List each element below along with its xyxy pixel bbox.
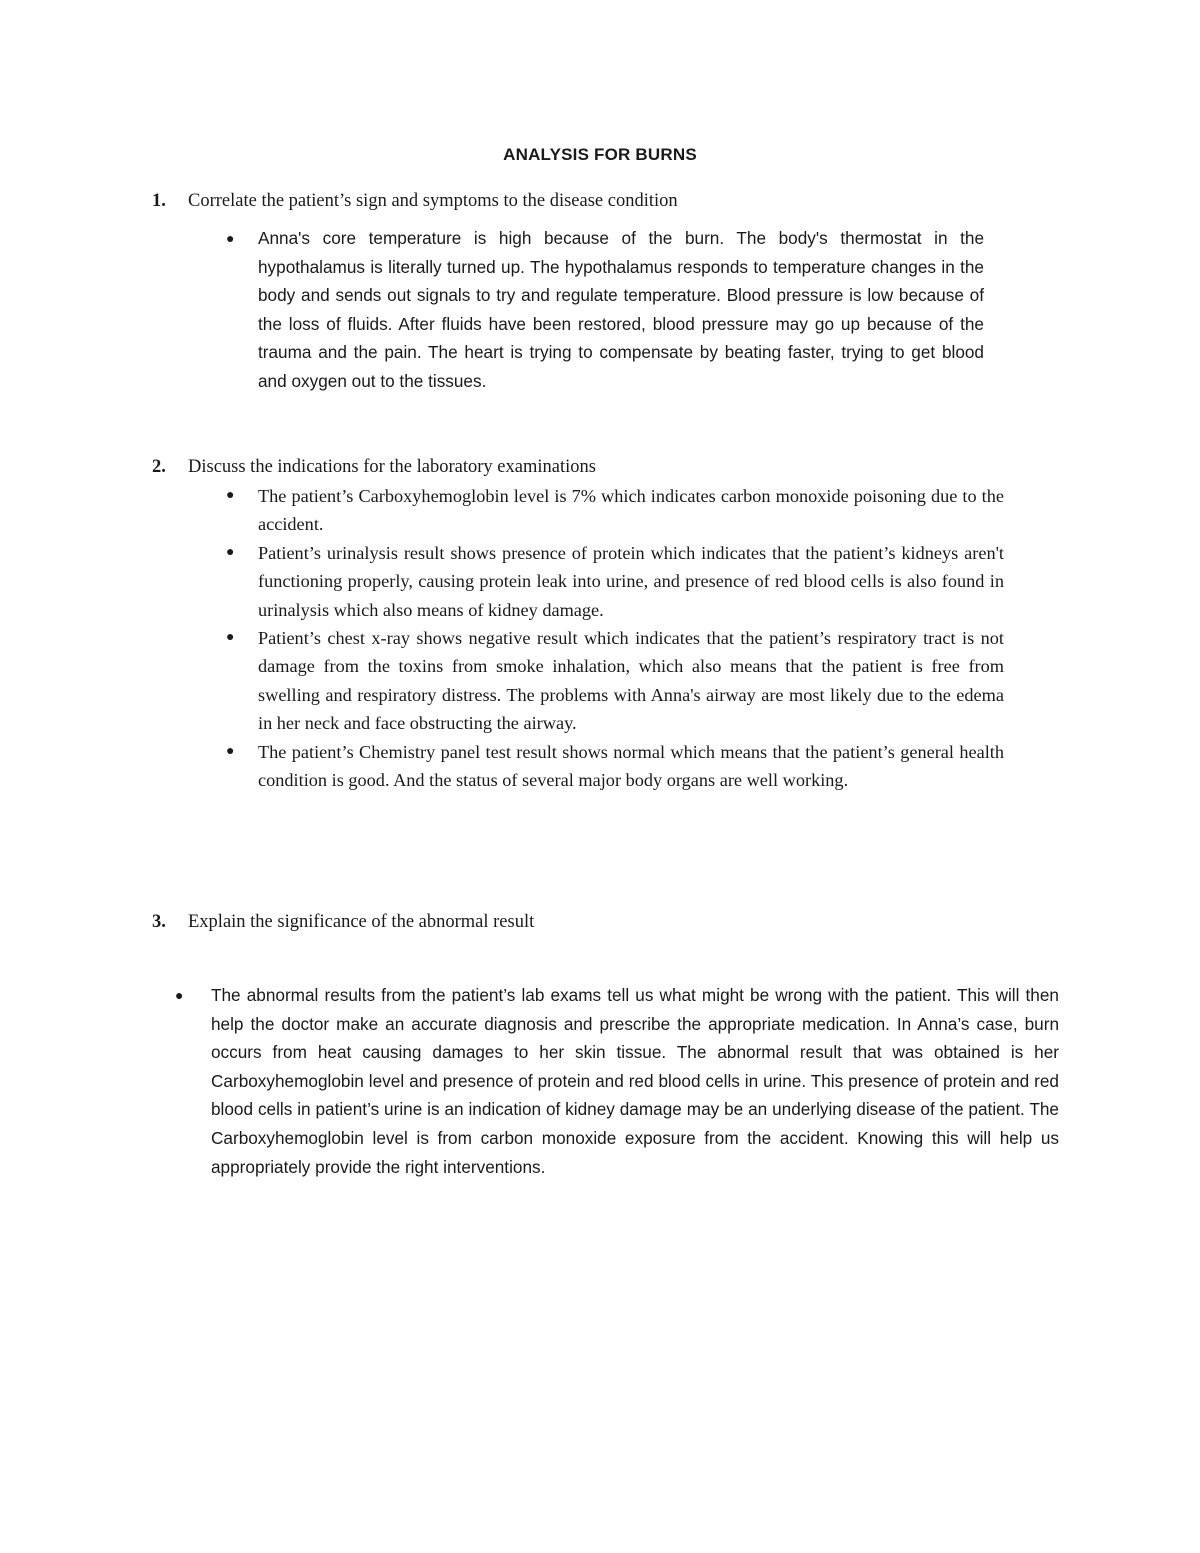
- list-item: ● The patient’s Chemistry panel test result shows normal which means that the patient’s general health condition is good. And the status of several major body organs are well working.: [258, 738, 1004, 795]
- list-item: ● The abnormal results from the patient’s lab exams tell us what might be wrong with the patient. This will then help the doctor make an accurate diagnosis and prescribe the appropriate medication. In Anna’s case, burn occurs from heat causing damages to her skin tissue. The abnormal result that was obtained is her Carboxyhemoglobin level and presence of protein and red blood cells in urine. This presence of protein and red blood cells in patient’s urine is an indication of kidney damage may be an underlying disease of the patient. The Carboxyhemoglobin level is from carbon monoxide exposure from the accident. Knowing this will help us appropriately provide the right interventions.: [211, 981, 1059, 1181]
- question-1: [152, 187, 678, 215]
- list-item: ● The patient’s Carboxyhemoglobin level is 7% which indicates carbon monoxide poisoning due to the accident.: [258, 482, 1004, 539]
- bullet-icon: ●: [226, 630, 235, 646]
- answer-list-2: [226, 482, 1004, 794]
- bullet-icon: ●: [226, 488, 235, 503]
- question-heading: Discuss the indications for the laboratory examinations: [188, 457, 596, 477]
- bullet-icon: ●: [226, 544, 235, 560]
- bullet-icon: ●: [226, 230, 235, 246]
- question-number: 2.: [152, 457, 166, 477]
- bullet-icon: ●: [175, 987, 184, 1003]
- question-number: 3.: [152, 912, 166, 932]
- question-heading: Explain the significance of the abnormal result: [188, 912, 535, 932]
- answer-list-3: [175, 981, 1059, 1181]
- list-item: ● Patient’s chest x-ray shows negative result which indicates that the patient’s respiratory tract is not damage from the toxins from smoke inhalation, which also means that the patient is free from swelling and respiratory distress. The problems with Anna's airway are most likely due to the edema in her neck and face obstructing the airway.: [258, 624, 1004, 738]
- document-title: ANALYSIS FOR BURNS: [503, 145, 697, 164]
- question-number: 1.: [152, 191, 166, 211]
- answer-list-1: [226, 224, 984, 396]
- list-item: ● Patient’s urinalysis result shows presence of protein which indicates that the patient’s kidneys aren't functioning properly, causing protein leak into urine, and presence of red blood cells is also found in urinalysis which also means of kidney damage.: [258, 539, 1004, 624]
- bullet-icon: ●: [226, 743, 235, 759]
- question-3: [152, 908, 534, 936]
- question-2: [152, 453, 596, 481]
- question-heading: Correlate the patient’s sign and symptoms to the disease condition: [188, 191, 678, 211]
- list-item: ● Anna's core temperature is high because of the burn. The body's thermostat in the hypothalamus is literally turned up. The hypothalamus responds to temperature changes in the body and sends out signals to try and regulate temperature. Blood pressure is low because of the loss of fluids. After fluids have been restored, blood pressure may go up because of the trauma and the pain. The heart is trying to compensate by beating faster, trying to get blood and oxygen out to the tissues.: [258, 224, 984, 396]
